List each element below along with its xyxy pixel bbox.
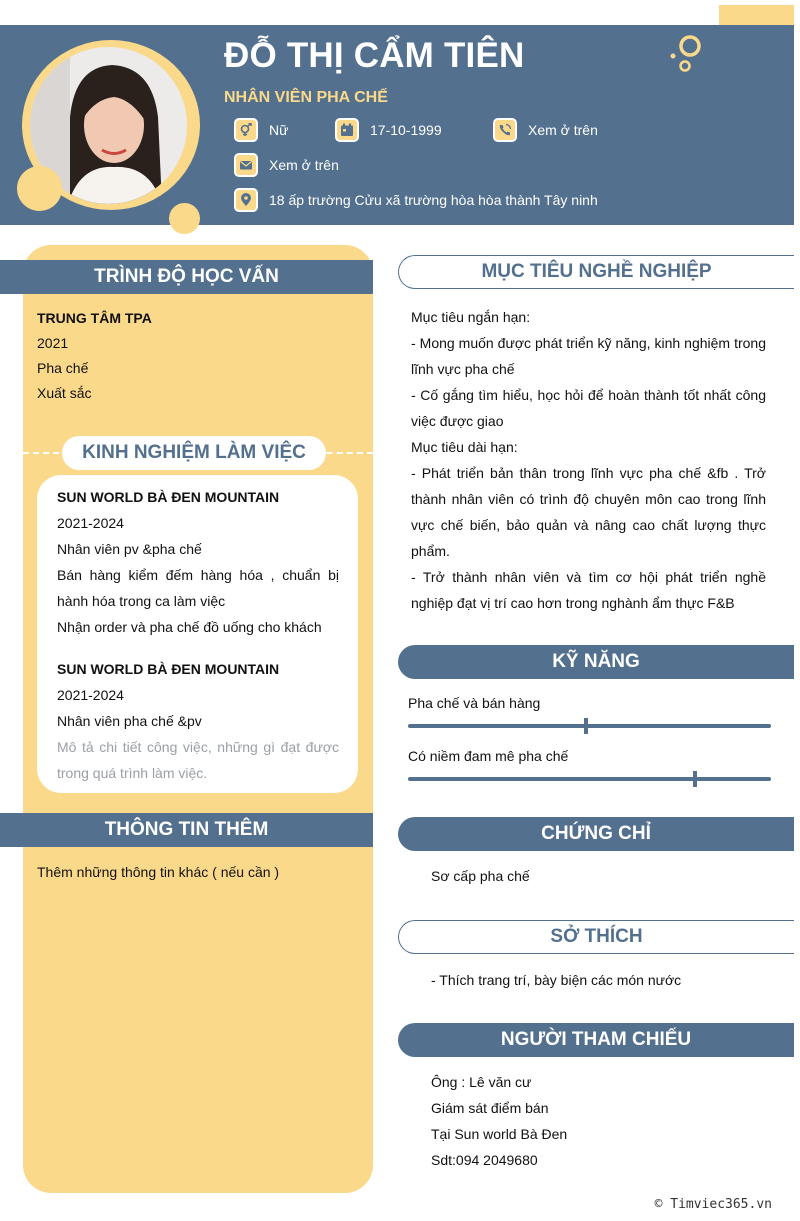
experience-heading: KINH NGHIỆM LÀM VIỆC: [62, 436, 326, 470]
email-icon: [234, 153, 258, 177]
education-school: TRUNG TÂM TPA: [37, 310, 152, 326]
objective-heading: MỤC TIÊU NGHỀ NGHIỆP: [398, 255, 794, 289]
gender-item: [234, 118, 288, 142]
job-description: Bán hàng kiểm đếm hàng hóa , chuẩn bị hành hóa trong ca làm việc: [57, 567, 339, 609]
education-year: 2021: [37, 335, 69, 351]
reference-line: Ông : Lê văn cư: [431, 1074, 532, 1090]
location-pin-icon: [234, 188, 258, 212]
birthday-text: 17-10-1999: [370, 122, 442, 138]
address-item: [234, 188, 598, 212]
experience-job: [57, 656, 339, 786]
references-heading: NGƯỜI THAM CHIẾU: [398, 1023, 794, 1057]
skill-bar: [408, 777, 771, 781]
extra-info-heading: THÔNG TIN THÊM: [0, 813, 373, 847]
decor-dot: [17, 166, 62, 211]
skill-bar: [408, 724, 771, 728]
references-content: [431, 1069, 567, 1173]
phone-icon: [493, 118, 517, 142]
address-text: 18 ấp trường Cửu xã trường hòa hòa thành Tây ninh: [269, 192, 598, 208]
candidate-name: ĐỖ THỊ CẨM TIÊN: [224, 36, 525, 75]
phone-text[interactable]: Xem ở trên: [528, 122, 598, 138]
objective-line: Mục tiêu ngắn hạn:: [411, 309, 531, 325]
objective-line: - Mong muốn được phát triển kỹ năng, kinh nghiệm trong lĩnh vực pha chế: [411, 335, 766, 377]
decor-rings-icon: [668, 33, 708, 75]
certificates-heading: CHỨNG CHỈ: [398, 817, 794, 851]
certificate-text: Sơ cấp pha chế: [431, 868, 530, 884]
phone-item: [493, 118, 598, 142]
education-heading: TRÌNH ĐỘ HỌC VẤN: [0, 260, 373, 294]
skill-level-marker: [584, 718, 588, 734]
candidate-job-title: NHÂN VIÊN PHA CHẾ: [224, 89, 388, 106]
job-period: 2021-2024: [57, 687, 124, 703]
decor-dot: [169, 203, 200, 234]
gender-text: Nữ: [269, 122, 289, 138]
objective-content: [411, 304, 766, 616]
skill-name: Pha chế và bán hàng: [408, 695, 541, 711]
job-description-placeholder: Mô tả chi tiết công việc, những gì đạt được trong quá trình làm việc.: [57, 739, 339, 781]
education-grade: Xuất sắc: [37, 385, 92, 401]
email-text[interactable]: Xem ở trên: [269, 157, 339, 173]
skill-level-marker: [693, 771, 697, 787]
job-position: Nhân viên pha chế &pv: [57, 713, 202, 729]
reference-line: Giám sát điểm bán: [431, 1100, 549, 1116]
job-period: 2021-2024: [57, 515, 124, 531]
objective-line: - Phát triển bản thân trong lĩnh vực pha chế &fb . Trở thành nhân viên có trình độ chuyên môn cao trong lĩnh vực chế biến, bảo quản và nâng cao chất lượng thực phẩm.: [411, 465, 766, 559]
birthday-item: [335, 118, 442, 142]
job-position: Nhân viên pv &pha chế: [57, 541, 202, 557]
objective-line: Mục tiêu dài hạn:: [411, 439, 518, 455]
job-company: SUN WORLD BÀ ĐEN MOUNTAIN: [57, 661, 280, 677]
job-description: Nhận order và pha chế đồ uống cho khách: [57, 619, 322, 635]
footer-credit[interactable]: © Timviec365.vn: [654, 1197, 772, 1212]
extra-info-text: Thêm những thông tin khác ( nếu cần ): [37, 864, 280, 880]
calendar-icon: [335, 118, 359, 142]
objective-line: - Cố gắng tìm hiểu, học hỏi để hoàn thành tốt nhất công việc được giao: [411, 387, 766, 429]
reference-line: Tại Sun world Bà Đen: [431, 1126, 568, 1142]
education-entry: [37, 306, 357, 406]
objective-line: - Trở thành nhân viên và tìm cơ hội phát triển nghề nghiệp đạt vị trí cao hơn trong nghành ẩm thực F&B: [411, 569, 766, 611]
skill-name: Có niềm đam mê pha chế: [408, 748, 569, 764]
skills-heading: KỸ NĂNG: [398, 645, 794, 679]
hobby-text: - Thích trang trí, bày biện các món nước: [431, 972, 682, 988]
gender-icon: [234, 118, 258, 142]
experience-job: [57, 484, 339, 640]
hobbies-heading: SỞ THÍCH: [398, 920, 794, 954]
reference-line: Sdt:094 2049680: [431, 1152, 538, 1168]
email-item: [234, 153, 339, 177]
job-company: SUN WORLD BÀ ĐEN MOUNTAIN: [57, 489, 280, 505]
education-major: Pha chế: [37, 360, 89, 376]
